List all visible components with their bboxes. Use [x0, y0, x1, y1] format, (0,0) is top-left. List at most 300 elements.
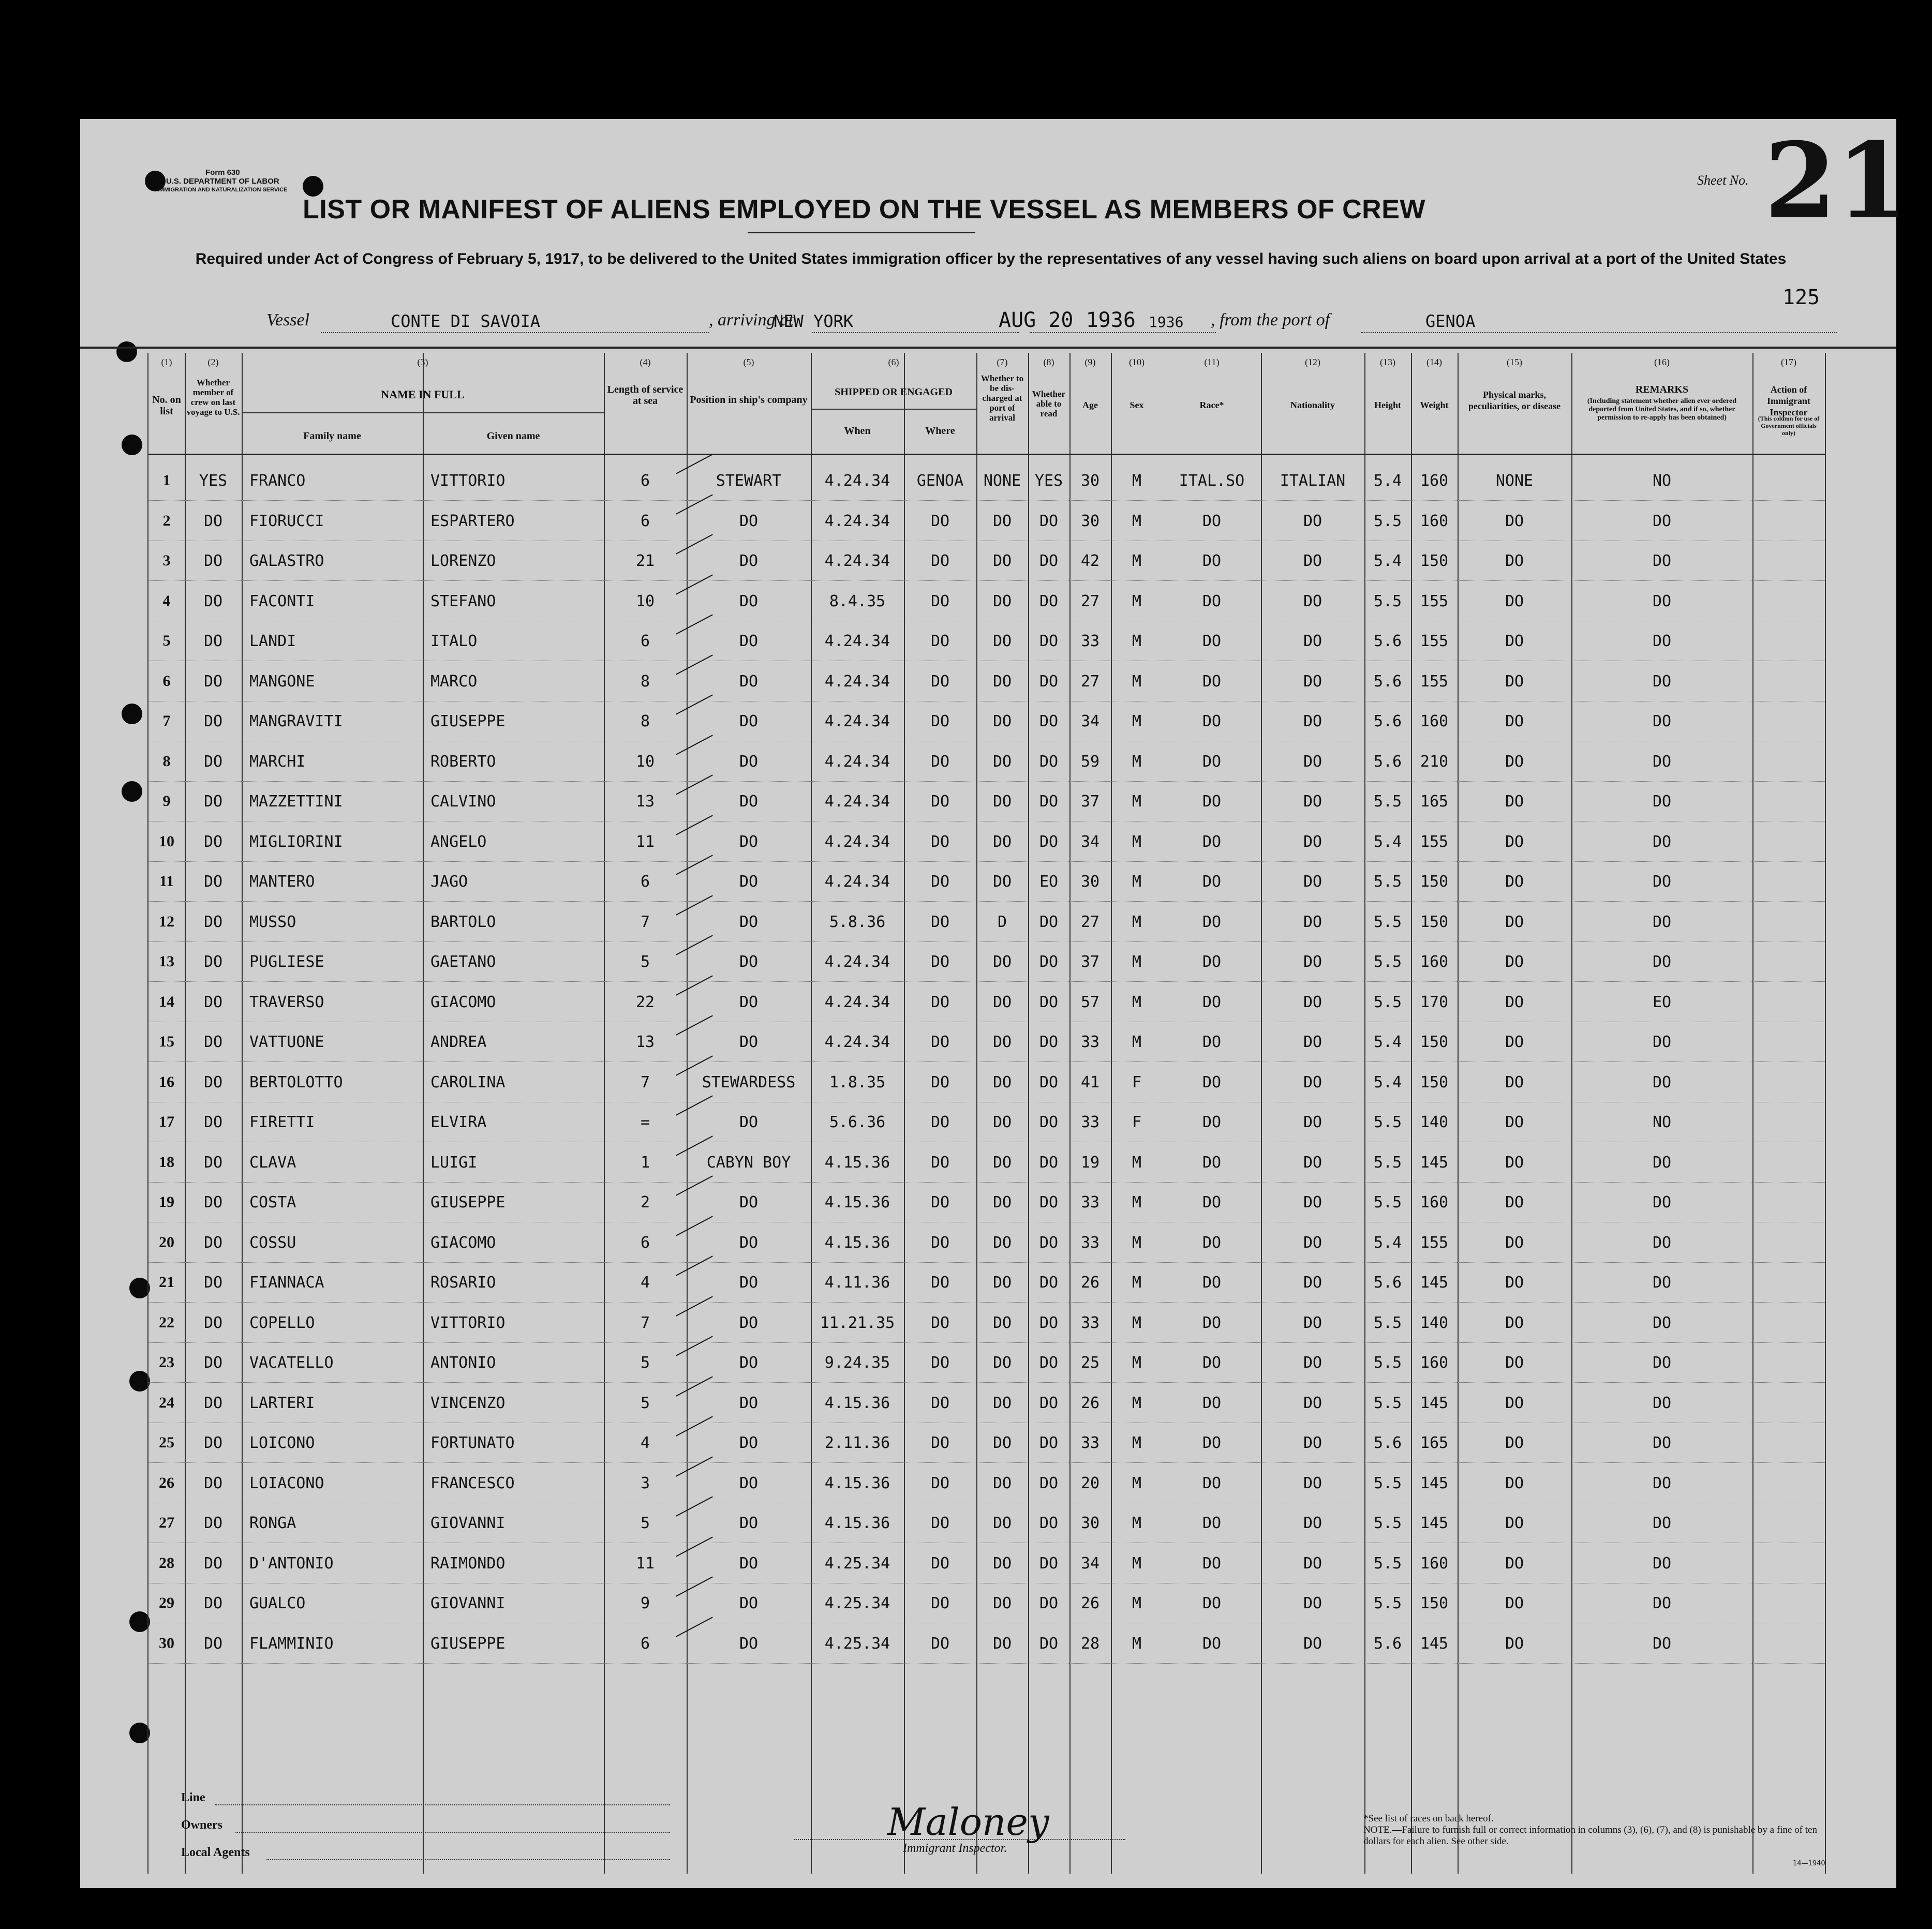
- position: DO: [739, 712, 759, 730]
- col-header-nationality: Nationality: [1290, 400, 1335, 410]
- discharge: DO: [992, 1434, 1012, 1452]
- weight: 160: [1420, 712, 1449, 730]
- family-name: CLAVA: [249, 1153, 296, 1172]
- row-number: 8: [162, 752, 171, 770]
- local-agents-label: Local Agents: [181, 1846, 250, 1859]
- shipped-when: 4.24.34: [824, 1033, 890, 1051]
- race: DO: [1202, 592, 1222, 610]
- nationality: DO: [1303, 913, 1322, 931]
- table-row: [148, 1624, 1825, 1664]
- race: DO: [1202, 1033, 1222, 1051]
- weight: 170: [1420, 993, 1449, 1011]
- col-header-position: Position in ship's company: [690, 394, 808, 406]
- given-name: GIUSEPPE: [430, 712, 506, 730]
- shipped-where: DO: [930, 953, 950, 971]
- shipped-when: 4.25.34: [824, 1594, 890, 1612]
- able-to-read: DO: [1039, 1073, 1059, 1091]
- position: DO: [739, 592, 759, 610]
- position: DO: [739, 1434, 759, 1452]
- sex: M: [1132, 1193, 1142, 1212]
- weight: 140: [1420, 1113, 1449, 1131]
- service-length: 6: [640, 873, 650, 891]
- col-header-remarks-note: (Including statement whether alien ever ordered deported from United States, and if so, whether permission to re-apply has been obtained): [1587, 397, 1737, 422]
- physical-marks: DO: [1505, 1073, 1524, 1091]
- nationality: DO: [1303, 632, 1322, 650]
- discharge: DO: [992, 592, 1012, 610]
- row-number: 2: [162, 512, 171, 529]
- nationality: DO: [1303, 873, 1322, 891]
- discharge: DO: [992, 792, 1012, 811]
- nationality: DO: [1303, 1514, 1322, 1532]
- position: CABYN BOY: [706, 1153, 791, 1172]
- weight: 150: [1420, 552, 1449, 570]
- shipped-where: DO: [930, 873, 950, 891]
- service-length: 5: [640, 1514, 650, 1532]
- physical-marks: DO: [1505, 632, 1524, 650]
- crew-last-voyage: DO: [203, 672, 223, 691]
- able-to-read: YES: [1034, 472, 1063, 490]
- physical-marks: DO: [1505, 1274, 1524, 1292]
- crew-last-voyage: DO: [203, 1274, 223, 1292]
- sex: M: [1132, 712, 1142, 730]
- sex: M: [1132, 913, 1142, 931]
- shipped-where: DO: [930, 1514, 950, 1532]
- physical-marks: DO: [1505, 1594, 1524, 1612]
- col-header-weight: Weight: [1420, 400, 1449, 410]
- position: DO: [739, 1313, 759, 1332]
- from-port-label: , from the port of: [1211, 310, 1330, 330]
- age: 20: [1080, 1474, 1100, 1492]
- shipped-when: 4.24.34: [824, 512, 890, 530]
- able-to-read: DO: [1039, 953, 1059, 971]
- row-number: 27: [159, 1514, 174, 1531]
- shipped-where: DO: [930, 1193, 950, 1212]
- service-length: 9: [640, 1594, 650, 1612]
- table-row: [148, 1304, 1825, 1343]
- race: ITAL.SO: [1179, 472, 1245, 490]
- crew-last-voyage: DO: [203, 1434, 223, 1452]
- physical-marks: DO: [1505, 752, 1524, 771]
- shipped-when: 4.11.36: [824, 1274, 890, 1292]
- race: DO: [1202, 873, 1222, 891]
- sex: M: [1132, 552, 1142, 570]
- crew-last-voyage: DO: [203, 1474, 223, 1492]
- shipped-where: DO: [930, 1594, 950, 1612]
- nationality: DO: [1303, 1073, 1322, 1091]
- page-subtitle: Required under Act of Congress of February 5, 1917, to be delivered to the United States immigration officer by the representatives of any vessel having such aliens on board upon arrival at a port of the United States: [195, 250, 1787, 267]
- crew-last-voyage: DO: [203, 552, 223, 570]
- race: DO: [1202, 1274, 1222, 1292]
- remarks: DO: [1652, 1634, 1672, 1653]
- discharge: DO: [992, 993, 1012, 1011]
- sex: M: [1132, 1354, 1142, 1372]
- table-row: [148, 542, 1825, 581]
- weight: 165: [1420, 792, 1449, 811]
- nationality: DO: [1303, 1153, 1322, 1172]
- col-header-discharge: Whether to be dis-charged at port of arrival: [980, 373, 1024, 423]
- height: 5.6: [1373, 632, 1402, 650]
- col-number: (17): [1781, 357, 1796, 367]
- given-name: FORTUNATO: [430, 1434, 515, 1452]
- height: 5.4: [1373, 1033, 1402, 1051]
- discharge: DO: [992, 1514, 1012, 1532]
- position: DO: [739, 1514, 759, 1532]
- crew-last-voyage: DO: [203, 993, 223, 1011]
- race: DO: [1202, 1354, 1222, 1372]
- nationality: DO: [1303, 552, 1322, 570]
- sex: M: [1132, 672, 1142, 691]
- sex: F: [1132, 1073, 1142, 1091]
- height: 5.5: [1373, 1474, 1402, 1492]
- family-name: GALASTRO: [249, 552, 324, 570]
- height: 5.6: [1373, 1634, 1402, 1653]
- weight: 165: [1420, 1434, 1449, 1452]
- physical-marks: NONE: [1495, 472, 1534, 490]
- able-to-read: DO: [1039, 1394, 1059, 1412]
- sex: M: [1132, 1514, 1142, 1532]
- age: 34: [1080, 832, 1100, 851]
- remarks: DO: [1652, 1073, 1672, 1091]
- binder-hole: [116, 341, 137, 362]
- nationality: DO: [1303, 1354, 1322, 1372]
- height: 5.5: [1373, 1554, 1402, 1573]
- position: DO: [739, 1113, 759, 1131]
- col-header-family: Family name: [303, 430, 361, 442]
- service-length: 5: [640, 953, 650, 971]
- col-number: (15): [1507, 357, 1522, 367]
- shipped-where: DO: [930, 832, 950, 851]
- weight: 160: [1420, 953, 1449, 971]
- table-row: [148, 461, 1825, 501]
- weight: 160: [1420, 512, 1449, 530]
- height: 5.4: [1373, 552, 1402, 570]
- age: 19: [1080, 1153, 1100, 1172]
- physical-marks: DO: [1505, 913, 1524, 931]
- shipped-when: 4.24.34: [824, 472, 890, 490]
- age: 34: [1080, 1554, 1100, 1573]
- crew-last-voyage: DO: [203, 1634, 223, 1653]
- service-length: 8: [640, 712, 650, 730]
- col-number: (3): [417, 357, 428, 367]
- sex: M: [1132, 1474, 1142, 1492]
- crew-last-voyage: DO: [203, 1153, 223, 1172]
- sheet-label: Sheet No.: [1697, 173, 1749, 188]
- race: DO: [1202, 1394, 1222, 1412]
- row-number: 7: [162, 712, 171, 729]
- service-length: 13: [635, 1033, 655, 1051]
- table-row: [148, 1063, 1825, 1102]
- nationality: ITALIAN: [1280, 472, 1346, 490]
- table-row: [148, 1103, 1825, 1142]
- col-header-height: Height: [1374, 400, 1401, 410]
- able-to-read: DO: [1039, 752, 1059, 771]
- table-row: [148, 1544, 1825, 1583]
- height: 5.5: [1373, 1354, 1402, 1372]
- crew-last-voyage: YES: [199, 472, 228, 490]
- shipped-where: DO: [930, 1554, 950, 1573]
- vessel-info: [80, 310, 1896, 336]
- col-header-remarks: REMARKS: [1635, 384, 1689, 395]
- col-header-where: Where: [925, 425, 955, 437]
- remarks: EO: [1652, 993, 1672, 1011]
- race: DO: [1202, 1153, 1222, 1172]
- age: 41: [1080, 1073, 1100, 1091]
- col-header-age: Age: [1082, 400, 1098, 410]
- physical-marks: DO: [1505, 1434, 1524, 1452]
- sex: M: [1132, 792, 1142, 811]
- physical-marks: DO: [1505, 832, 1524, 851]
- shipped-where: DO: [930, 512, 950, 530]
- sheet-number: 21: [1764, 120, 1909, 242]
- weight: 160: [1420, 1193, 1449, 1212]
- race: DO: [1202, 632, 1222, 650]
- sex: M: [1132, 832, 1142, 851]
- able-to-read: DO: [1039, 1113, 1059, 1131]
- remarks: NO: [1652, 1113, 1672, 1131]
- remarks: DO: [1652, 953, 1672, 971]
- nationality: DO: [1303, 1554, 1322, 1573]
- weight: 155: [1420, 832, 1449, 851]
- shipped-where: DO: [930, 913, 950, 931]
- row-number: 14: [159, 993, 174, 1010]
- remarks: DO: [1652, 1434, 1672, 1452]
- service-length: 11: [635, 832, 655, 851]
- row-number: 16: [159, 1073, 174, 1090]
- col-number: (9): [1084, 357, 1096, 367]
- table-row: [148, 1183, 1825, 1222]
- age: 33: [1080, 1233, 1100, 1252]
- shipped-where: DO: [930, 1394, 950, 1412]
- shipped-where: DO: [930, 1113, 950, 1131]
- able-to-read: DO: [1039, 1634, 1059, 1653]
- binder-hole: [303, 176, 323, 197]
- height: 5.6: [1373, 1274, 1402, 1292]
- height: 5.5: [1373, 1153, 1402, 1172]
- age: 26: [1080, 1594, 1100, 1612]
- arrival-year: 1936: [1149, 313, 1184, 331]
- row-number: 23: [159, 1354, 174, 1371]
- age: 37: [1080, 792, 1100, 811]
- col-header-action: Action of Immigrant Inspector: [1767, 384, 1810, 417]
- crew-last-voyage: DO: [203, 1033, 223, 1051]
- crew-last-voyage: DO: [203, 592, 223, 610]
- weight: 150: [1420, 1073, 1449, 1091]
- age: 33: [1080, 632, 1100, 650]
- shipped-where: DO: [930, 1073, 950, 1091]
- able-to-read: DO: [1039, 1354, 1059, 1372]
- given-name: LORENZO: [430, 552, 496, 570]
- position: STEWART: [716, 472, 782, 490]
- physical-marks: DO: [1505, 1153, 1524, 1172]
- table-row: [148, 983, 1825, 1022]
- family-name: COPELLO: [249, 1313, 315, 1332]
- remarks: DO: [1652, 1514, 1672, 1532]
- given-name: VITTORIO: [430, 472, 506, 490]
- crew-last-voyage: DO: [203, 1394, 223, 1412]
- shipped-where: DO: [930, 1634, 950, 1653]
- table-row: [148, 1584, 1825, 1623]
- remarks: DO: [1652, 672, 1672, 691]
- crew-last-voyage: DO: [203, 1594, 223, 1612]
- race: DO: [1202, 752, 1222, 771]
- table-row: [148, 903, 1825, 942]
- age: 28: [1080, 1634, 1100, 1653]
- sex: M: [1132, 993, 1142, 1011]
- discharge: DO: [992, 672, 1012, 691]
- nationality: DO: [1303, 1113, 1322, 1131]
- given-name: ELVIRA: [430, 1113, 487, 1131]
- col-header-read: Whether able to read: [1032, 389, 1066, 418]
- height: 5.5: [1373, 1193, 1402, 1212]
- position: DO: [739, 752, 759, 771]
- weight: 140: [1420, 1313, 1449, 1332]
- physical-marks: DO: [1505, 1474, 1524, 1492]
- given-name: MARCO: [430, 672, 478, 691]
- given-name: STEFANO: [430, 592, 496, 610]
- row-number: 4: [162, 592, 171, 609]
- remarks: NO: [1652, 472, 1672, 490]
- height: 5.5: [1373, 873, 1402, 891]
- col-header-name: NAME IN FULL: [381, 388, 465, 401]
- position: DO: [739, 512, 759, 530]
- weight: 150: [1420, 913, 1449, 931]
- row-number: 10: [159, 832, 174, 850]
- given-name: ESPARTERO: [430, 512, 515, 530]
- col-header-race: Race*: [1199, 400, 1224, 410]
- race: DO: [1202, 1313, 1222, 1332]
- table-row: [148, 1464, 1825, 1503]
- height: 5.6: [1373, 672, 1402, 691]
- signature-line: [794, 1839, 1125, 1840]
- age: 37: [1080, 953, 1100, 971]
- nationality: DO: [1303, 953, 1322, 971]
- age: 59: [1080, 752, 1100, 771]
- discharge: DO: [992, 512, 1012, 530]
- col-number: (7): [997, 357, 1008, 367]
- nationality: DO: [1303, 1434, 1322, 1452]
- physical-marks: DO: [1505, 1514, 1524, 1532]
- row-number: 11: [159, 873, 174, 890]
- family-name: MUSSO: [249, 913, 296, 931]
- crew-last-voyage: DO: [203, 953, 223, 971]
- height: 5.4: [1373, 1233, 1402, 1252]
- nationality: DO: [1303, 712, 1322, 730]
- row-number: 22: [159, 1313, 174, 1331]
- height: 5.5: [1373, 1514, 1402, 1532]
- discharge: DO: [992, 1033, 1012, 1051]
- shipped-when: 4.24.34: [824, 953, 890, 971]
- remarks: DO: [1652, 913, 1672, 931]
- col-number: (10): [1129, 357, 1145, 367]
- table-row: [148, 1223, 1825, 1263]
- shipped-when: 4.25.34: [824, 1634, 890, 1653]
- discharge: DO: [992, 752, 1012, 771]
- family-name: LOICONO: [249, 1434, 315, 1452]
- from-port: GENOA: [1425, 311, 1476, 331]
- family-name: MIGLIORINI: [249, 832, 343, 851]
- height: 5.5: [1373, 1113, 1402, 1131]
- service-length: =: [640, 1113, 650, 1131]
- crew-last-voyage: DO: [203, 712, 223, 730]
- physical-marks: DO: [1505, 672, 1524, 691]
- shipped-when: 4.24.34: [824, 752, 890, 771]
- shipped-where: GENOA: [916, 472, 964, 490]
- row-number: 19: [159, 1193, 174, 1210]
- sex: M: [1132, 953, 1142, 971]
- physical-marks: DO: [1505, 1033, 1524, 1051]
- table-row: [148, 1143, 1825, 1183]
- shipped-when: 4.24.34: [824, 672, 890, 691]
- discharge: DO: [992, 832, 1012, 851]
- sex: M: [1132, 1153, 1142, 1172]
- sex: M: [1132, 1554, 1142, 1573]
- weight: 145: [1420, 1153, 1449, 1172]
- remarks: DO: [1652, 1313, 1672, 1332]
- family-name: MARCHI: [249, 752, 306, 771]
- handwritten-number: 125: [1782, 286, 1820, 309]
- col-header-action-note: (This column for use of Government officials only): [1758, 415, 1820, 437]
- family-name: PUGLIESE: [249, 953, 324, 971]
- able-to-read: DO: [1039, 552, 1059, 570]
- position: DO: [739, 632, 759, 650]
- footnote: *See list of races on back hereof. NOTE.—Failure to furnish full or correct information in columns (3), (6), (7), and (8) is punishable by a fine of ten dollars for each alien. See other side.: [1363, 1813, 1817, 1847]
- vessel-label: Vessel: [266, 310, 310, 330]
- shipped-when: 1.8.35: [829, 1073, 886, 1091]
- race: DO: [1202, 1233, 1222, 1252]
- height: 5.5: [1373, 792, 1402, 811]
- nationality: DO: [1303, 672, 1322, 691]
- nationality: DO: [1303, 1193, 1322, 1212]
- sex: M: [1132, 873, 1142, 891]
- given-name: GIUSEPPE: [430, 1634, 506, 1653]
- discharge: DO: [992, 1193, 1012, 1212]
- given-name: GIOVANNI: [430, 1514, 506, 1532]
- weight: 155: [1420, 672, 1449, 691]
- able-to-read: DO: [1039, 592, 1059, 610]
- age: 27: [1080, 672, 1100, 691]
- service-length: 4: [640, 1274, 650, 1292]
- shipped-when: 8.4.35: [829, 592, 886, 610]
- shipped-where: DO: [930, 712, 950, 730]
- height: 5.5: [1373, 993, 1402, 1011]
- row-number: 21: [159, 1274, 174, 1291]
- age: 57: [1080, 993, 1100, 1011]
- table-row: [148, 823, 1825, 862]
- sex: M: [1132, 752, 1142, 771]
- row-number: 17: [159, 1113, 174, 1130]
- position: DO: [739, 552, 759, 570]
- given-name: ITALO: [430, 632, 478, 650]
- position: DO: [739, 1193, 759, 1212]
- race: DO: [1202, 1434, 1222, 1452]
- shipped-when: 4.24.34: [824, 552, 890, 570]
- race: DO: [1202, 993, 1222, 1011]
- shipped-when: 4.24.34: [824, 832, 890, 851]
- able-to-read: DO: [1039, 1153, 1059, 1172]
- col-number: (5): [743, 357, 754, 367]
- page-title: LIST OR MANIFEST OF ALIENS EMPLOYED ON THE VESSEL AS MEMBERS OF CREW: [303, 195, 1425, 225]
- given-name: GIACOMO: [430, 1233, 496, 1252]
- able-to-read: DO: [1039, 512, 1059, 530]
- sex: M: [1132, 1434, 1142, 1452]
- height: 5.5: [1373, 1313, 1402, 1332]
- sex: M: [1132, 1394, 1142, 1412]
- physical-marks: DO: [1505, 993, 1524, 1011]
- physical-marks: DO: [1505, 1554, 1524, 1573]
- given-name: ANDREA: [430, 1033, 487, 1051]
- family-name: VACATELLO: [249, 1354, 334, 1372]
- binder-hole: [129, 1723, 150, 1743]
